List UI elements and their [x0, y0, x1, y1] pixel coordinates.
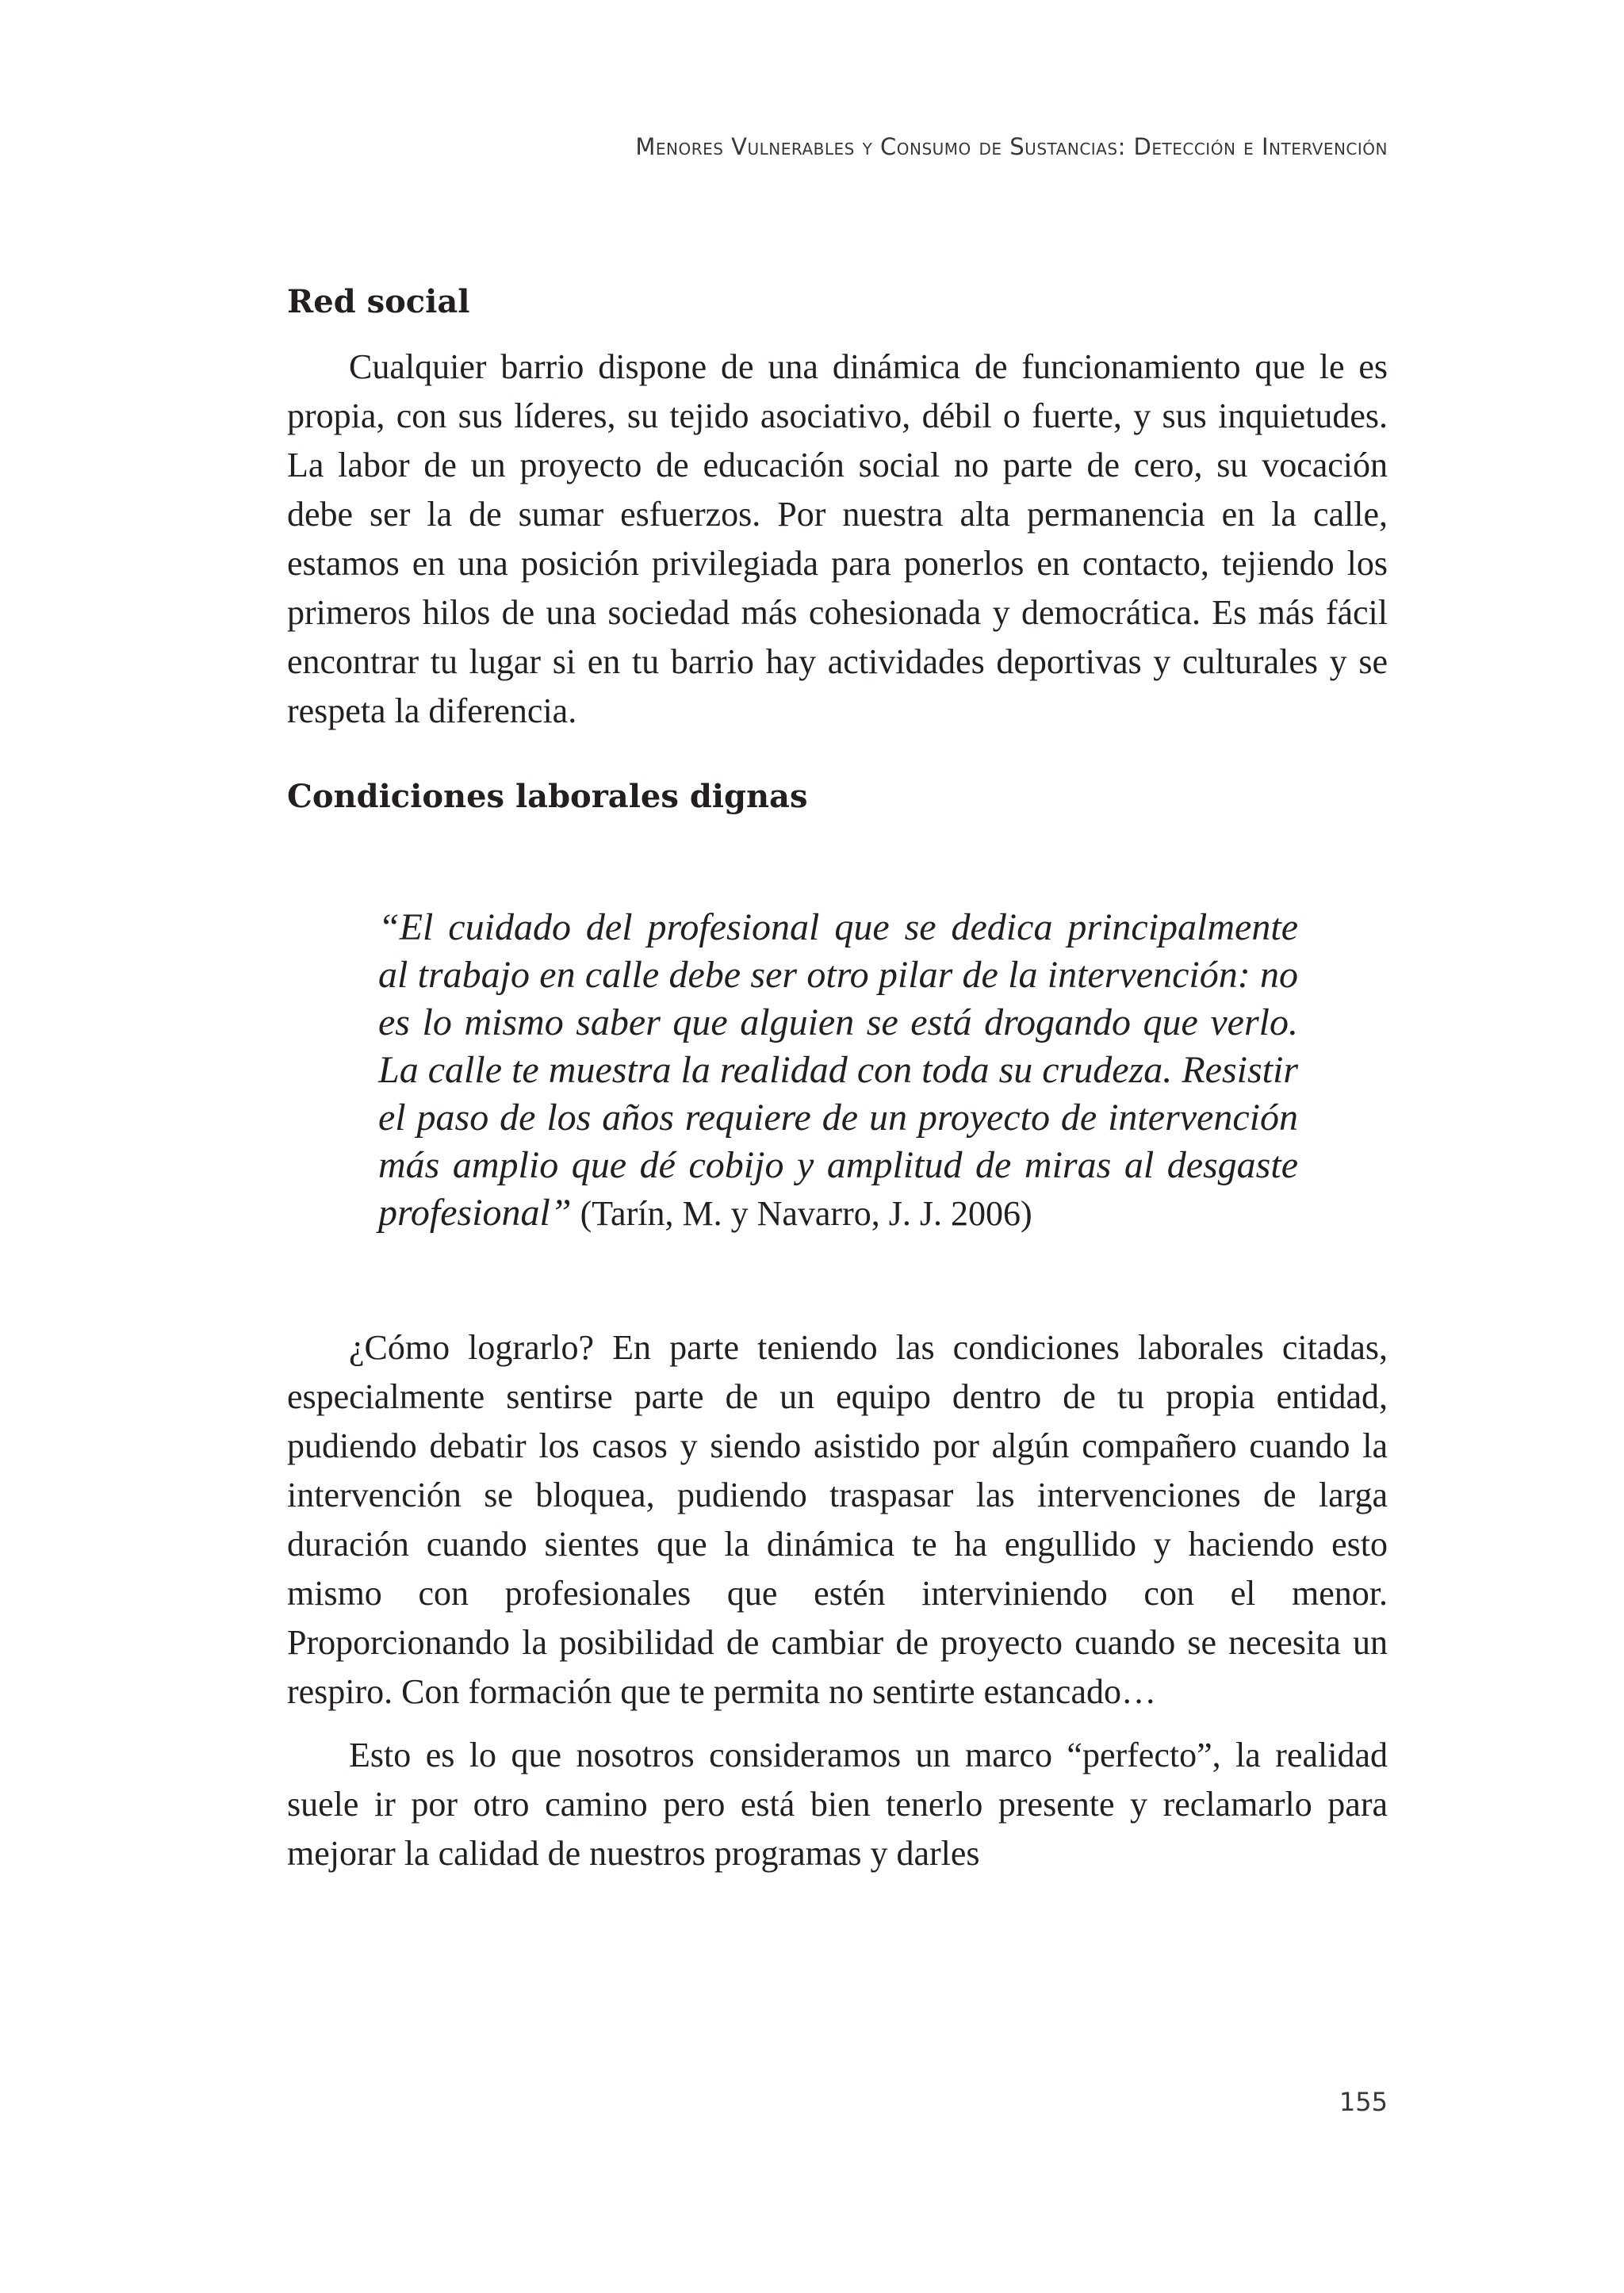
section-heading-red-social: Red social — [287, 283, 470, 320]
body-paragraph: Cualquier barrio dispone de una dinámica de funcionamiento que le es propia, con sus líderes, su tejido asociativo, débil o fuerte, y sus inquietudes. La labor de un proyecto de educación social no parte de cero, su vocación debe ser la de sumar esfuerzos. Por nuestra alta permanencia en la calle, estamos en una posición privilegiada para ponerlos en contacto, tejiendo los primeros hilos de una sociedad más cohesionada y democrática. Es más fácil encontrar tu lugar si en tu barrio hay actividades deportivas y culturales y se respeta la diferencia. — [287, 347, 1388, 730]
quote-citation: (Tarín, M. y Navarro, J. J. 2006) — [571, 1194, 1032, 1233]
page-content — [287, 278, 1388, 1878]
running-header: Menores Vulnerables y Consumo de Sustancias: Detección e Intervención — [635, 133, 1388, 160]
body-paragraph: Esto es lo que nosotros consideramos un marco “perfecto”, la realidad suele ir por otro camino pero está bien tenerlo presente y reclamarlo para mejorar la calidad de nuestros programas y darles — [287, 1736, 1388, 1873]
block-quote — [378, 904, 1298, 1238]
body-paragraph: ¿Cómo lograrlo? En parte teniendo las condiciones laborales citadas, especialmente sentirse parte de un equipo dentro de tu propia entidad, pudiendo debatir los casos y siendo asistido por algún compañero cuando la intervención se bloquea, pudiendo traspasar las intervenciones de larga duración cuando sientes que la dinámica te ha engullido y haciendo esto mismo con profesionales que estén interviniendo con el menor. Proporcionando la posibilidad de cambiar de proyecto cuando se necesita un respiro. Con formación que te permita no sentirte estancado… — [287, 1328, 1388, 1711]
page-number: 155 — [1339, 2087, 1388, 2117]
section-heading-condiciones-laborales: Condiciones laborales dignas — [287, 778, 808, 815]
quote-text: “El cuidado del profesional que se dedica principalmente al trabajo en calle debe ser otro pilar de la intervención: no es lo mismo saber que alguien se está drogando que verlo. La calle te muestra la realidad con toda su crudeza. Resistir el paso de los años requiere de un proyecto de intervención más amplio que dé cobijo y amplitud de miras al desgaste profesional” — [378, 906, 1298, 1234]
